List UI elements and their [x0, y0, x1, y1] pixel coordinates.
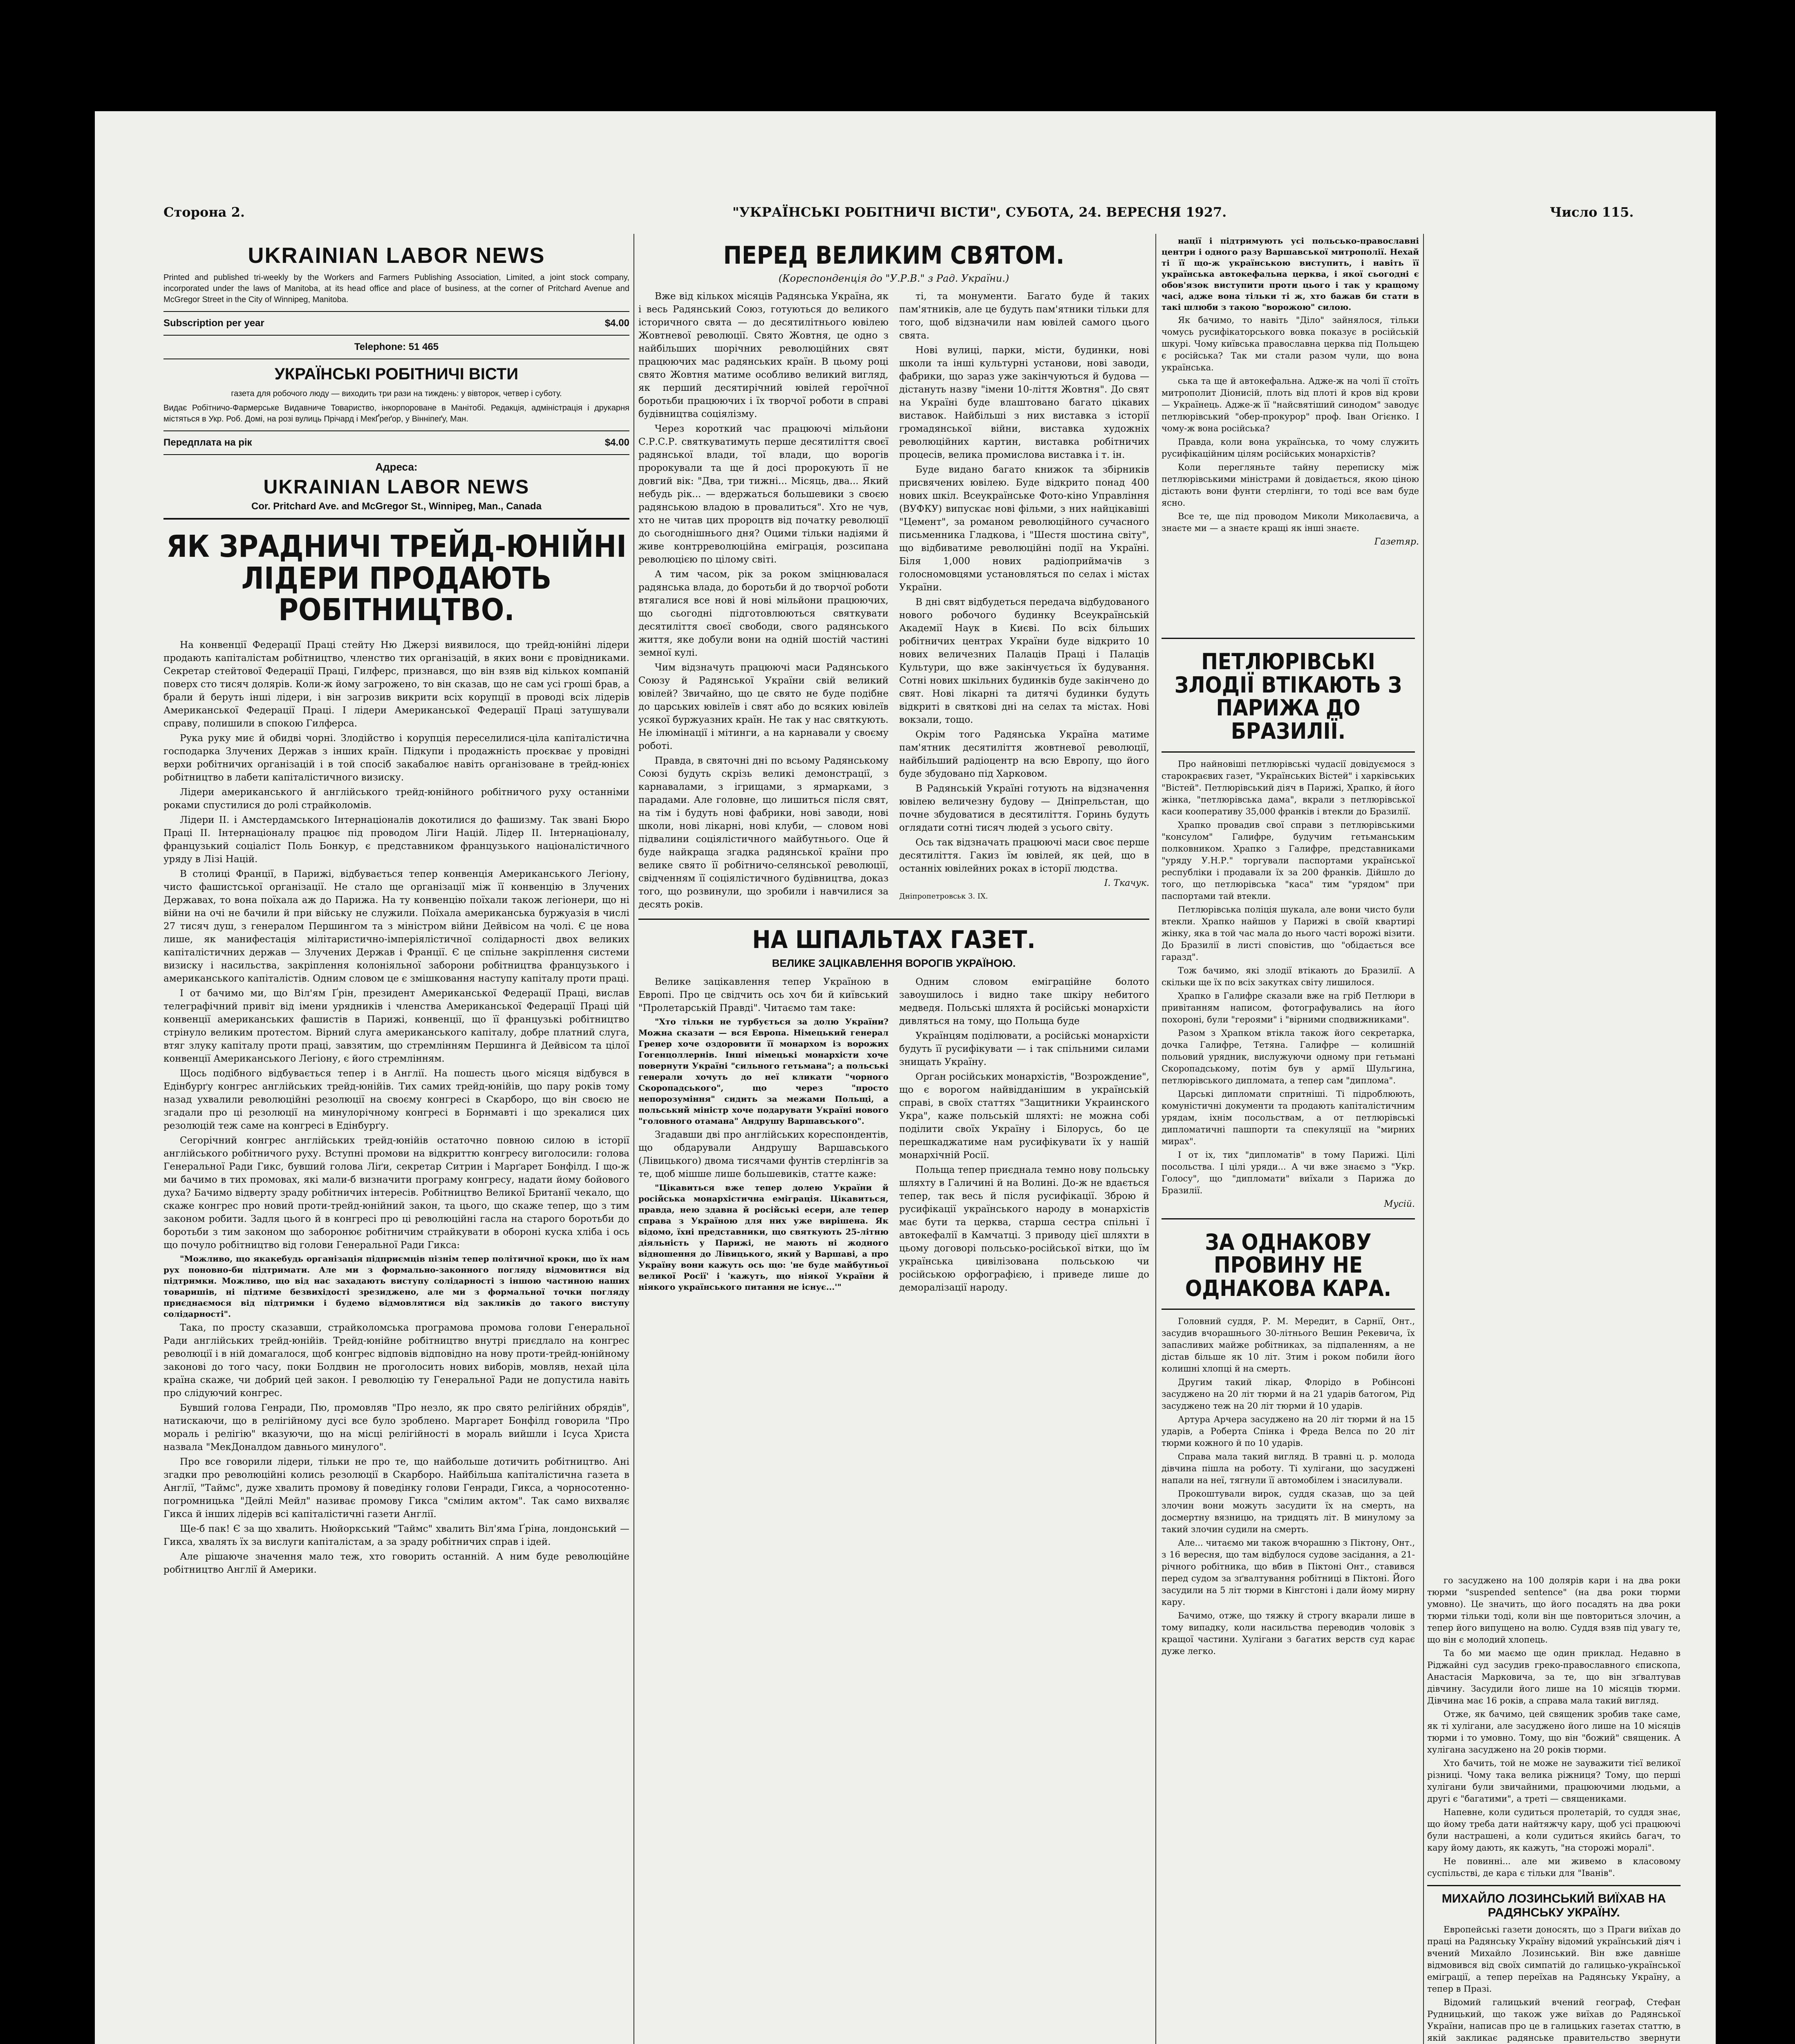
headline-box — [1162, 638, 1415, 753]
divider — [638, 919, 1149, 920]
paragraph: Бачимо, отже, що тяжку й строгу вкарали лише в тому випадку, коли насильства переводив чоловік з кращої частини. Хулігани з багатих верств суд карає дуже легко. — [1162, 1610, 1415, 1656]
article-body — [638, 290, 1149, 911]
running-title: "УКРАЇНСЬКІ РОБІТНИЧІ ВІСТИ", СУБОТА, 24. ВЕРЕСНЯ 1927. — [732, 204, 1227, 220]
paragraph: В Радянській Україні готують на відзначення ювілею величезну будову — Дніпрельстан, що почне збудоватися в десятиліття. Горинь будуть оглядати сотні тисяч людей з усього світу. — [899, 783, 1149, 833]
paragraph: Польща тепер приєднала темно нову польську шляхту в Галичині й на Волині. До-ж не вдається тепер, так весь й після русифікації. Зброю й русифікації українського народу в монархістів має бути та церква, старша сестра спільні ї автокефалії в Камчатці. З приводу цієї шляхти в цьому договорі польсько-російської вітки, що їм українська цивілізована польською чи російською орфографією, і приведе лише до деморалізації народу. — [899, 1165, 1149, 1293]
paragraph: Правда, коли вона українська, то чому служить русифікаційним цілям російських монархістів? — [1162, 437, 1419, 459]
masthead-ua-title: УКРАЇНСЬКІ РОБІТНИЧІ ВІСТИ — [274, 365, 519, 383]
paragraph: Отже, як бачимо, цей священик зробив таке саме, як ті хулігани, але засуджено його лише на 10 місяців тюрми і то умовно. Тому, що він "божий" священик. А хулігана засуджено на 20 років тюрми. — [1427, 1709, 1681, 1755]
paragraph: Все те, ще під проводом Миколи Миколаєвича, а знаєте ми — а знаєте кращі як інші знаєте. — [1162, 511, 1419, 533]
paragraph: Орган російських монархістів, "Возрождение", що є ворогом найвідданішим в українській справі, в своїх статтях "Защитники Украинского Укра", каже польській шляхті: не можна собі поділити своїх Україну і Білорусь, бо це перешкаджатиме нам русифікувати їх у нашій монархічній Росії. — [899, 1071, 1149, 1161]
paragraph: Сегорічний конгрес англійських трейд-юнійів остаточно повною силою в історії англійського робітничого руху. Вступні промови на відкриттю конгресу виголосили: голова Генеральної Ради Гикс, бувший голова Ліґи, секретар Ситрин і Марґарет Бонфілд. І що-ж ми бачимо в тих промовах, які мали-б визначити програму конгресу, надати йому бойового духа? Бачимо відверту зраду робітничих інтересів. Робітництво Великої Британії чекало, що скаже конгрес про новий проти-трейд-юнійний закон, та цього, що скаже тепер, що з тим законом робити. Задля цього й в конгресі про ці революційні гасла на старого боротьби до боротьби з тим законом що заборонює робітничим страйкувати в обороні куска хліба і ось що почуло робітництво від голови Генеральної Ради Гикса: — [163, 1135, 629, 1251]
article-subtitle: ВЕЛИКЕ ЗАЦІКАВЛЕННЯ ВОРОГІВ УКРАЇНОЮ. — [772, 957, 1016, 969]
paragraph: Разом з Храпком втікла також його секретарка, дочка Галифре, Тетяна. Галифре — колишній польовий урядник, вислужуючи одному при гетьмані Скоропадському, потім був у армії Шульгина, петлюрівського дипломата, а тепер сам "диплома". — [1162, 1028, 1415, 1085]
paragraph: Головний суддя, Р. М. Мередит, в Сарнії, Онт., засудив вчорашнього 30-літнього Вешин Рекевича, їх запасливих майже робітниках, за підпаленням, а не дістав більше як 10 літ. Зтим і роком побили його колишні хлопці й на смерть. — [1162, 1316, 1415, 1374]
masthead-ua-text: Видає Робітничо-Фармерське Видавниче Товариство, інкорпороване в Манітобі. Редакція, адміністрація і друкарня містяться в Укр. Роб. Домі, на розі вулиць Прічард і МекҐреґор, у Вінніпеґу, Ман. — [163, 403, 629, 424]
paragraph: Ще-б пак! Є за що хвалить. Нюйоркський "Таймс" хвалить Віл'яма Ґріна, лондонський — Гикса, хвалять їх за вислуги капіталістам, а за зраду робітничих справ і ідей. — [163, 1524, 629, 1548]
article-body — [1427, 1924, 1681, 2044]
paragraph: На конвенції Федерації Праці стейту Ню Джерзі виявилося, що трейд-юнійні лідери продають капіталістам робітництво, членство тих організацій, в яких вони є провідниками. Секретар стейтової Федерації Праці, Гилферс, признався, що він взяв від кількох компаній поверх сто тисяч долярів. Коли-ж йому загрожено, то він сказав, що не сам усі гроші брав, а брали й беруть інші лідери, і він загрозив викрити всіх корупції в проводі всіх лідерів Американської Федерації Праці. І лідери Американської Федерації Праці затушували справу, полишили в спокою Гилферса. — [163, 640, 629, 729]
paragraph: Та бо ми маємо ще один приклад. Недавно в Ріджайні суд засудив греко-православного єпископа, Анастасія Марковича, за те, що він зґвалтував дівчину. Засудили його лише на 10 місяців тюрми. Дівчина має 16 років, а справа мала такий вигляд. — [1427, 1648, 1681, 1706]
divider — [163, 454, 629, 455]
article-body — [1427, 1575, 1681, 1879]
paragraph: Окрім того Радянська Україна матиме пам'ятник десятиліття жовтневої революції, найбільший радіоцентр на всю Европу, що його буде збудовано під Харковом. — [899, 729, 1149, 779]
dateline: Дніпропетровськ 3. IX. — [899, 892, 988, 901]
paragraph: І от бачимо ми, що Віл'ям Ґрін, президент Американської Федерації Праці, вислав телеграфічний привіт від імени урядників і членства Американської Федерації Праці цій конвенції американських фашистів в Парижі, конвенції, що її французькі робітництво стрінуло великим протестом. Вірний слуга американського капіталу, добре платний слуга, втяг злуку капіталу проти праці, завзятим, що стремлінням Першинга й Дейвісом та цілої конвенції Американського Легіону, є його стремлінням. — [163, 988, 629, 1065]
headline-box — [1162, 1218, 1415, 1310]
column-rule — [633, 234, 634, 2044]
address-line: Cor. Pritchard Ave. and McGregor St., Winnipeg, Man., Canada — [251, 501, 542, 512]
paragraph: Але... читаємо ми також вчорашню з Піктону, Онт., з 16 вересня, що там відбулося судове засідання, а 21-річного робітника, що вбив в Піктоні Онт., ставився перед судом за зґвалтування робітниці в Піктоні. Його засудили на 5 літ тюрми в Кінгстоні і дали йому мирну кару. — [1162, 1537, 1415, 1607]
column-left — [163, 235, 629, 2044]
masthead — [163, 243, 629, 520]
paragraph: Другим такий лікар, Флорідо в Робінсоні засуджено на 20 літ тюрми й на 21 ударів батогом, Рід засуджено теж на 20 літ тюрми й 10 ударів. — [1162, 1377, 1415, 1411]
subscription-line — [163, 318, 629, 329]
article-body — [1162, 1316, 1415, 1659]
ua-price: $4.00 — [604, 437, 629, 448]
paragraph: Нові вулиці, парки, місти, будинки, нові школи та інші культурні установи, нові заводи, фабрики, що зараз уже закінчуються й будова — дістануть назву "імени 10-ліття Жовтня". До свят на Україні буде влаштовано багато цікавих виставок. Найбільші з них виставка з історії громадянської війни, виставка художніх революційних картин, виставка робітничих процесів, велика промислова виставка і т. ін. — [899, 345, 1149, 460]
divider — [163, 430, 629, 431]
paragraph: І от іх, тих "дипломатів" в тому Парижі. Цілі посольства. І цілі уряди... А чи вже знаємо з "Укр. Голосу", що "дипломати" виїхали з Парижа до Бразилії. — [1162, 1150, 1415, 1195]
paragraph: Артура Арчера засуджено на 20 літ тюрми й на 15 ударів, а Роберта Спінка і Фреда Велса по 20 літ тюрми кожного й по 10 ударів. — [1162, 1414, 1415, 1448]
paragraph: Вже від кількох місяців Радянська Україна, як і весь Радянський Союз, готуються до великого історичного свята — до десятилітнього ювілею Жовтневої революції. Свято Жовтня, це одно з найбільших шорічних революційних свят працюючих мас радянських країн. В цьому році свято Жовтня матиме особливо великий вигляд, як перший десятирічний ювілей героїчної боротьби працюючих і їх творчої роботи в справі будівництва соціялізму. — [638, 291, 889, 419]
paragraph: Тож бачимо, які злодії втікають до Бразилії. А скільки ще їх по всіх закутках світу лишилося. — [1162, 965, 1415, 987]
article-body — [1162, 235, 1419, 548]
paragraph: А тим часом, рік за роком зміцнювалася радянська влада, до боротьби й до творчої роботи втягалися все нові й нові мільйони працюючих, що сьогодні підготовлюються святкувати десятиліття своєї свободи, свого радянського життя, яке добули вони на одній шостій частині земної кулі. — [638, 569, 889, 658]
column-rule — [1423, 234, 1424, 2044]
telephone: Telephone: 51 465 — [354, 341, 439, 352]
paragraph: Бувший голова Генради, Пю, промовляв "Про незло, як про свято релігійних обрядів", натискаючи, що в релігійному дусі все було зроблено. Маргарет Бонфілд говорила "Про мораль і релігію" вказуючи, що на місці релігійності в мораль вийшли і Ісуса Христа назвала "МекДоналдом давнього минулого". — [163, 1403, 629, 1453]
paragraph: ська та ще й автокефальна. Адже-ж на чолі її стоїть митрополит Діонисій, плоть від плоті й кров від крови — Українець. Адже-ж її "найсвятіший синодом" заводує петлюрівський "обер-прокурор" проф. Іван Огієнко. І чому-ж вона російська? — [1162, 376, 1419, 433]
signature: Газетяр. — [1374, 537, 1419, 547]
paragraph: Правда, в святочні дні по всьому Радянському Союзі будуть скрізь великі демонстрації, з карнавалами, з ігрищами, з ярмарками, з парадами. Але головне, що лишиться після свят, на тім і будуть нові фабрики, нові заводи, нові школи, нові лікарні, нові клуби, — словом нові підвалини соціялістичного майбутнього. Оце й буде найкраща згадка радянської країни про велике свято її робітничо-селянської революції, свідченням її соціялістичного будівництва, доказ того, що розвинули, що зробили і навчилися за десять років. — [638, 755, 889, 910]
newspaper-page — [95, 111, 1716, 2044]
masthead-en-title: UKRAINIAN LABOR NEWS — [248, 243, 545, 268]
paragraph: Буде видано багато книжок та збірників присвячених ювілею. Буде відкрито понад 400 нових шкіл. Всеукраїнське Фото-кіно Управління (ВУФКУ) випускає нові фільми, з них найцікавіші "Цемент", за романом революційного сучасного письменника Гладкова, і "Шестя шостина світу", що відбиватиме революційні події на Україні. Біля 1,000 нових радіоприймачів з голосномовцями установляться по селах і містах України. — [899, 464, 1149, 593]
paragraph: В столиці Франції, в Парижі, відбувається тепер конвенція Американського Легіону, чисто фашистської організації. Не стало ще організації між її конвенцію в Злучених Державах, то вона поїхала аж до Парижа. На ту конвенцію поїхали також легіонери, що ні війни на очі не бачили й при війську не служили. Поїхала американська буржуазія в числі 27 тисяч душ, з генералом Першингом та з міністром війни Дейвісом на чолі. Є це нова лише, як манифестація мілітаристично-імперіялістичної солідарності двох великих капіталістичних держав — Злучених Держав і Франції. Є це спільне закріплення системи визиску і насильства, закріплення колоніяльної заборони робітництва французького і американського капіталістів. Одним словом це є змішковання наступу капіталу проти праці. — [163, 869, 629, 984]
page-header — [95, 111, 1716, 220]
paragraph: Чим відзначуть працюючі маси Радянського Союзу й Радянської України свій великий ювілей? Звичайно, що це свято не буде подібне до царських ювілеїв і свят або до всяких ювілеїв усякої буржуазних країн. Не так у нас святкують. Не ілюмінації і мітинги, а на карнавали у своєму роботі. — [638, 662, 889, 751]
paragraph: ті, та монументи. Багато буде й таких пам'ятників, але це будуть пам'ятники тільки для того, щоб відзначили нам ювілей самого цього свята. — [899, 291, 1149, 341]
paragraph: Але рішаюче значення мало теж, хто говорить останній. А ним буде революційне робітництво Англії й Америки. — [163, 1551, 629, 1576]
paragraph: Рука руку миє й обидві чорні. Злодійство і корупція переселилися-ціла капіталістична господарка Злучених Держав з інших країн. Підкупи і продажність проєкває у провідні верхи робітничих організацій і в той спосіб закабалює навіть організоване в трейд-юнієх робітництво в лабети капіталістичного визиску. — [163, 733, 629, 783]
paragraph: Лідери II. і Амстердамського Інтернаціоналів докотилися до фашизму. Так звані Бюро Праці II. Інтернаціоналу працює під проводом Ліги Націй. Лідер II. Інтернаціоналу, французький соціаліст Поль Бонкур, є представником французького націоналістичного уряду в Лізі Націй. — [163, 815, 629, 865]
paragraph: Щось подібного відбувається тепер і в Англії. На пошесть цього місяця відбувся в Едінбурґу конгрес англійських трейд-юнійів. Тих самих трейд-юнійів, що пару років тому назад ухвалили революційні резолюції на своєму конгресі в Скарборо, що він своєю не згадали про ці резолюції на минулорічному конгресі в Борнмавті і що зрекалися цих резолюцій теж саме на конгресі в Едінбурґу. — [163, 1068, 629, 1132]
paragraph: Хто бачить, той не може не зауважити тієї великої різниці. Чому така велика ріжниця? Тому, що перші хулігани були звичайними, працюючими людьми, а другі є "багатими", а треті — священиками. — [1427, 1758, 1681, 1804]
column-right — [1427, 1575, 1681, 2044]
paragraph: Европейські газети доносять, що з Праги виїхав до праці на Радянську Україну відомий український діяч і вчений Михайло Лозинський. Він вже давніше відмовився від своїх симпатій до галицько-української еміграції, а тепер переїхав на Радянську Україну, а тепер в Празі. — [1427, 1925, 1681, 1994]
paragraph: Не повинні... але ми живемо в класовому суспільстві, де кара є тільки для "Іванів". — [1427, 1856, 1681, 1878]
masthead-en-text: Printed and published tri-weekly by the Workers and Farmers Publishing Association, Limited, a joint stock company, incorporated under the laws of Manitoba, at its head office and place of business, at the corner of Pritchard Avenue and McGregor Street in the City of Winnipeg, Manitoba. — [163, 273, 629, 304]
paragraph: Справа мала такий вигляд. В травні ц. р. молода дівчина пішла на роботу. Ті хулігани, що засуджені напали на неї, тягнули її автомобілем і знасилували. — [1162, 1451, 1415, 1485]
signature: І. Ткачук. — [1104, 878, 1149, 888]
column-rule — [1155, 234, 1156, 2044]
quote: "Хто тільки не турбується за долю України? Можна сказати — вся Европа. Німецький генерал Гренер хоче оздоровити її монархом із ворожих Гогенцоллернів. Інші німецькі монархісти хоче повернути Україні "сильного гетьмана"; а польські генерали хочуть до неї кликати "чорного Скоропадського", що через "просто непорозуміння" сидить за межами Польщі, а польський міністр хоче подарувати Україні нового "головного отамана" Андрушу Варшавського". — [638, 1017, 889, 1126]
paragraph: Царські дипломати спритніші. Ті підроблюють, комуністичні документи та продають капіталістичним урядам, іхнім посольствам, а от петлюрівські дипломатичні пашпорти та спекуляції на "мирних мирах". — [1162, 1089, 1415, 1146]
article-headline: НА ШПАЛЬТАХ ГАЗЕТ. — [752, 926, 1036, 954]
divider — [163, 518, 629, 520]
divider — [163, 335, 629, 336]
paragraph: Петлюрівська поліція шукала, але вони чисто були втекли. Храпко найшов у Парижі в своїй квартирі жінку, яка в той час мала до нього часті ворожі візити. До Бразилії в листі сповістив, що "обідається все гаразд". — [1162, 904, 1415, 962]
issue-number: Число 115. — [1550, 204, 1634, 220]
paragraph: Згадавши дві про англійських кореспондентів, що обдарували Андрушу Варшавського (Лівицького) двома тисячами фунтів стерлінгів за те, щоб мішше лише большевиків, статте каже: — [638, 1130, 889, 1179]
article-body — [638, 975, 1149, 1295]
paragraph: Храпко в Галифре сказали вже на гріб Петлюри в привітанням написом, фотографувались на його похороні, були "героями" і "вірними сподвижниками". — [1162, 991, 1415, 1024]
article-headline: ПЕРЕД ВЕЛИКИМ СВЯТОМ. — [723, 241, 1065, 270]
paragraph: Українцям поділювати, а російські монархісти будуть її русифікувати — і так спільними силами знищать Україну. — [899, 1031, 1149, 1067]
paragraph: Лідери американського й англійського трейд-юнійного робітничого руху останніми роками спустилися до ролі страйколомів. — [163, 787, 629, 811]
paragraph: Відомий галицький вчений географ, Стефан Рудницький, що також уже виїхав до Радянської України, написав про це в галицьких газетах статтю, в якій закликає радянське правительство звернути — [1427, 1997, 1681, 2043]
ua-price-line — [163, 437, 629, 448]
quote: нації і підтримують усі польсько-православні центри і одного разу Варшавської митрополії. Нехай ті її що-ж українською виступить, і навіть її українська автокефальна церква, і якої сьогодні є обов'язок виступити проти цього і так у кращому часі, адже вона тільки ті ж, хто бажав би стати в такі шлюби з такою "ворожою" силою. — [1162, 236, 1419, 312]
quote: "Цікавиться вже тепер долею України й російська монархістична еміграція. Цікавиться, правда, нею здавна й російські есери, але тепер справа з Україною для них уже вирішена. Як відомо, їхні представники, що святкують 25-літню діяльність у Парижі, не мають ні жодного відношення до Лівицького, який у Варшаві, а про Україну вони кажуть ось що: 'не буде майбутньої великої Росії' і 'кажуть, що ніякої України й ніякого українського питання не існує...'" — [638, 1183, 889, 1292]
address-label: Адреса: — [375, 461, 418, 473]
paragraph: Як бачимо, то навіть "Діло" зайнялося, тільки чомусь русифікаторського вовка показує в російській шкурі. Чому київська православна церква під Польщею є російська? Так ми стали разом чули, що вона українська. — [1162, 315, 1419, 372]
paragraph: Про найновіші петлюрівські чудасії довідуємося з старокраєвих газет, "Українських Вістей" і харківських "Вістей". Петлюрівський діяч в Парижі, Храпко, й його жінка, "петлюрівська дама", вкрали з петлюрівської каси кооперативу 35,000 франків і втекли до Бразилії. — [1162, 759, 1415, 816]
address-title: UKRAINIAN LABOR NEWS — [263, 476, 530, 498]
article-body — [163, 639, 629, 1576]
column-center — [638, 235, 1149, 2044]
paragraph: Велике зацікавлення тепер Україною в Европі. Про це свідчить ось хоч би й київський "Пролетарській Правді". Читаємо там таке: — [638, 977, 889, 1013]
subscription-label: Subscription per year — [163, 318, 264, 329]
paragraph: Прокоштували вирок, суддя сказав, що за цей злочин вони можуть засудити їх на смерть, на досмертну вязницю, на тридцять літ. В минулому за такий злочин судили на смерть. — [1162, 1488, 1415, 1534]
divider — [1427, 1885, 1681, 1886]
page-number: Сторона 2. — [163, 204, 245, 220]
paragraph: Напевне, коли судиться пролетарій, то суддя знає, що йому треба дати найтяжчу кару, щоб усі працюючі були настрашені, а коли судиться якийсь багач, то кару йому дають, як кажуть, "на сторожі моралі". — [1427, 1807, 1681, 1853]
article-body — [1162, 758, 1415, 1210]
article-subtitle: (Кореспонденція до "У.Р.В." з Рад. України.) — [778, 273, 1009, 284]
ua-price-label: Передплата на рік — [163, 437, 252, 448]
paragraph: Одним словом еміграційне болото завоушилось і видно таке шкіру небитого медведя. Польські шляхта й російські монархісти дивляться на тому, що Польща буде — [899, 977, 1149, 1026]
paragraph: Коли перегляньте тайну переписку між петлюрівськими міністрами й довідається, якою ціною дістають вони фунти стерлінги, то тоді все вам буде ясно. — [1162, 462, 1419, 508]
article-headline: ЗА ОДНАКОВУ ПРОВИНУ НЕ ОДНАКОВА КАРА. — [1185, 1229, 1392, 1302]
subscription-price: $4.00 — [604, 318, 629, 329]
divider — [163, 311, 629, 312]
signature: Мусій. — [1384, 1199, 1415, 1209]
paragraph: Храпко провадив свої справи з петлюрівськими "консулом" Галифре, будучим гетьманським полковником. Храпко з Галифре, представниками "уряду У.Н.Р." торгували паспортами української республіки і продавали їх за 200 франків. Дійшло до того, що петлюрівська "каса" тим "урядом" при паспортами тай втекли. — [1162, 820, 1415, 901]
paragraph: Про все говорили лідери, тільки не про те, що найбольше дотичить робітництво. Ані згадки про революційні колись резолюції в Скарборо. Найбільша капіталістична газета в Англії, "Таймс", дуже хвалить промову й поведінку голови Генради, Гикса, а чорносотенно-погромницька "Дейлі Мейл" називає промову Гикса "смілим актом". Так само вихваляє Гикса й інших лідерів всі капіталістичні газети Англії. — [163, 1457, 629, 1520]
article-headline: ПЕТЛЮРІВСЬКІ ЗЛОДІЇ ВТІКАЮТЬ З ПАРИЖА ДО БРАЗИЛІЇ. — [1174, 649, 1402, 744]
petliura-article — [1162, 638, 1415, 1656]
article-headline: МИХАЙЛО ЛОЗИНСЬКИЙ ВИЇХАВ НА РАДЯНСЬКУ УКРАЇНУ. — [1441, 1892, 1666, 1919]
article-headline: ЯК ЗРАДНИЧІ ТРЕЙД-ЮНІЙНІ ЛІДЕРИ ПРОДАЮТЬ РОБІТНИЦТВО. — [166, 529, 627, 628]
paragraph: Через короткий час працюючі мільйони С.Р.С.Р. святкуватимуть перше десятиліття своєї радянської влади, тої влади, що ворогів пророкували та ще й досі пророкують її не довгий вік: "Два, три тижні... Місяць, два... Який небудь рік... — вдержаться большевики з своєю радянською владою в провалиться". Хто не чув, хто не читав цих пророцтв від початку революції до сьогоднішнього дня? Оцими тільки надіями й живе контрреволюційна еміграція, розсипана революцією по цілому світі. — [638, 424, 889, 565]
quote: "Можливо, що якакебудь організація підприємців пізнім тепер політичної кроки, що їх нам рух поновно-би підтримати. Але ми з формально-законного погляду відмовитися від підтримки. Можливо, що від нас захадають виступу солідарності з іншою частиною наших товаришів, ні підтиме безвихідості зрезиджено, але ми з формальної точки погляду приєднаємося від підтримки і будемо відмовлятися від закликів до такого виступу солідарності". — [163, 1254, 629, 1319]
paragraph: Така, по просту сказавши, страйколомська програмова промова голови Генеральної Ради англійських трейд-юнійів. Трейд-юнійне робітництво внутрі приєдлало на конгрес революції і в ній домагалося, щоб конгрес відповів відповідно на нову проти-трейд-юнійному законові до того часу, поки Болдвин не проголосить нових виборів, мовляв, нехай ціла країна скаже, чи добрий цей закон. І революцію ту Генеральної Ради не допустила навіть про слідуючий конгрес. — [163, 1322, 629, 1399]
paragraph: Ось так відзначать працюючі маси своє перше десятиліття. Гакиз їм ювілей, як цей, що в останніх ювілейних роках в історії людства. — [899, 837, 1149, 874]
paragraph: го засуджено на 100 долярів кари і на два роки тюрми "suspended sentence" (на два роки тюрми умовно). Це значить, що його посадять на два роки тюрми тільки тоді, коли він ще повториться злочин, а тепер його випущено на волю. Суддя взяв під увагу те, що він є молодий хлопець. — [1427, 1576, 1681, 1645]
paragraph: В дні свят відбудеться передача відбудованого нового робочого будинку Всеукраїнській Академії Наук в Києві. По всіх більших робітничих центрах України буде відкрито 10 нових величезних Палаців Праці і Палаців Культури, що вже закінчується їх будування. Сотні нових шкільних будинків буде закінчено до свят. Нові лікарні та дитячі будинки будуть відкриті в святкові дні на селах та містах. Нові вокзали, тощо. — [899, 597, 1149, 725]
masthead-ua-sub: газета для робочого люду — виходить три рази на тиждень: у вівторок, четвер і суботу. — [231, 389, 562, 398]
